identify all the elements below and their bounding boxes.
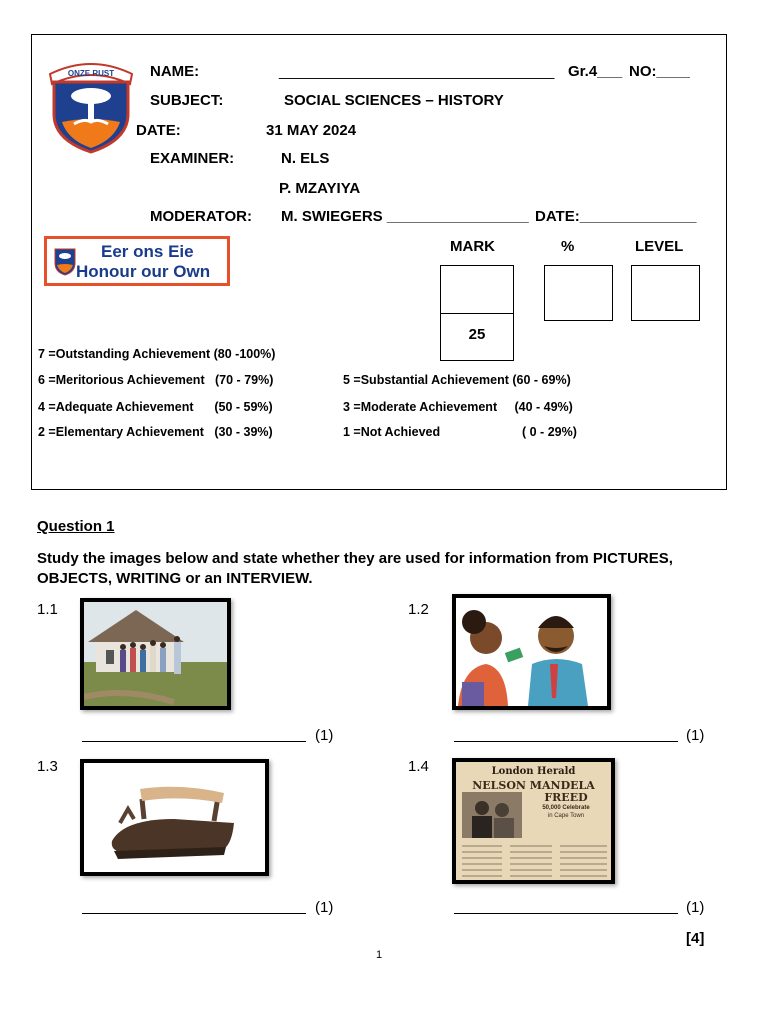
mark-1-3: (1) bbox=[315, 899, 334, 916]
date-label: DATE: bbox=[136, 122, 181, 139]
level-2: 2 =Elementary Achievement (30 - 39%) bbox=[38, 425, 273, 439]
item-number-1-4: 1.4 bbox=[408, 758, 429, 775]
subject-label: SUBJECT: bbox=[150, 92, 224, 109]
hut-photo bbox=[80, 598, 231, 710]
percent-box[interactable] bbox=[544, 265, 613, 321]
answer-line-1-1[interactable] bbox=[82, 741, 306, 742]
instruction-line-2: OBJECTS, WRITING or an INTERVIEW. bbox=[37, 570, 313, 587]
motto-line-2: Honour our Own bbox=[76, 262, 211, 281]
question-title: Question 1 bbox=[37, 518, 115, 535]
examiner-1: N. ELS bbox=[281, 150, 330, 167]
instruction-line-1: Study the images below and state whether they are used for information from PICTURES, bbox=[37, 550, 673, 567]
level-1: 1 =Not Achieved bbox=[343, 425, 441, 439]
name-label: NAME: bbox=[150, 63, 200, 80]
newspaper-headline-1: NELSON MANDELA bbox=[472, 779, 595, 792]
school-crest bbox=[44, 52, 138, 158]
level-4: 4 =Adequate Achievement (50 - 59%) bbox=[38, 400, 273, 414]
motto-line-1: Eer ons Eie bbox=[101, 242, 194, 261]
item-number-1-2: 1.2 bbox=[408, 601, 429, 618]
newspaper-sub-1: 50,000 Celebrate bbox=[542, 805, 590, 811]
small-crest-icon bbox=[53, 245, 77, 277]
item-number-1-1: 1.1 bbox=[37, 601, 58, 618]
examiner-label: EXAMINER: bbox=[150, 150, 235, 167]
page-number: 1 bbox=[376, 949, 383, 961]
newspaper-headline-2: FREED bbox=[544, 791, 588, 804]
newspaper-columns bbox=[462, 842, 607, 880]
motto-box bbox=[44, 236, 230, 286]
moderator-date[interactable]: DATE:______________ bbox=[535, 208, 697, 225]
crest-banner-text: ONZE RUST bbox=[67, 69, 115, 78]
moderator-label: MODERATOR: bbox=[150, 208, 252, 225]
level-6: 6 =Meritorious Achievement (70 - 79%) bbox=[38, 373, 274, 387]
newspaper-photo bbox=[462, 792, 522, 838]
name-line[interactable]: _________________________________ bbox=[279, 63, 555, 80]
question-total: [4] bbox=[686, 930, 705, 947]
level-label: LEVEL bbox=[635, 238, 684, 255]
mark-1-1: (1) bbox=[315, 727, 334, 744]
number-field[interactable]: NO:____ bbox=[629, 63, 690, 80]
examiner-2: P. MZAYIYA bbox=[279, 180, 361, 197]
subject-value: SOCIAL SCIENCES – HISTORY bbox=[284, 92, 504, 109]
newspaper-sub-2: in Cape Town bbox=[547, 813, 585, 819]
mark-1-2: (1) bbox=[686, 727, 705, 744]
level-5: 5 =Substantial Achievement (60 - 69%) bbox=[343, 373, 571, 387]
mark-box[interactable] bbox=[440, 265, 514, 361]
iron-object bbox=[80, 759, 269, 876]
level-3: 3 =Moderate Achievement (40 - 49%) bbox=[343, 400, 573, 414]
mark-label: MARK bbox=[450, 238, 495, 255]
grade-field[interactable]: Gr.4___ bbox=[568, 63, 623, 80]
answer-line-1-2[interactable] bbox=[454, 741, 678, 742]
answer-line-1-3[interactable] bbox=[82, 913, 306, 914]
mark-total: 25 bbox=[468, 326, 486, 343]
mark-1-4: (1) bbox=[686, 899, 705, 916]
interview-cartoon bbox=[452, 594, 611, 710]
moderator-value: M. SWIEGERS _________________ bbox=[281, 208, 529, 225]
newspaper bbox=[452, 758, 615, 884]
level-box[interactable] bbox=[631, 265, 700, 321]
answer-line-1-4[interactable] bbox=[454, 913, 678, 914]
item-number-1-3: 1.3 bbox=[37, 758, 58, 775]
percent-label: % bbox=[561, 238, 575, 255]
date-value: 31 MAY 2024 bbox=[266, 122, 357, 139]
newspaper-masthead: London Herald bbox=[491, 766, 576, 777]
level-7: 7 =Outstanding Achievement (80 -100%) bbox=[38, 347, 276, 361]
level-1-range: ( 0 - 29%) bbox=[522, 425, 577, 439]
